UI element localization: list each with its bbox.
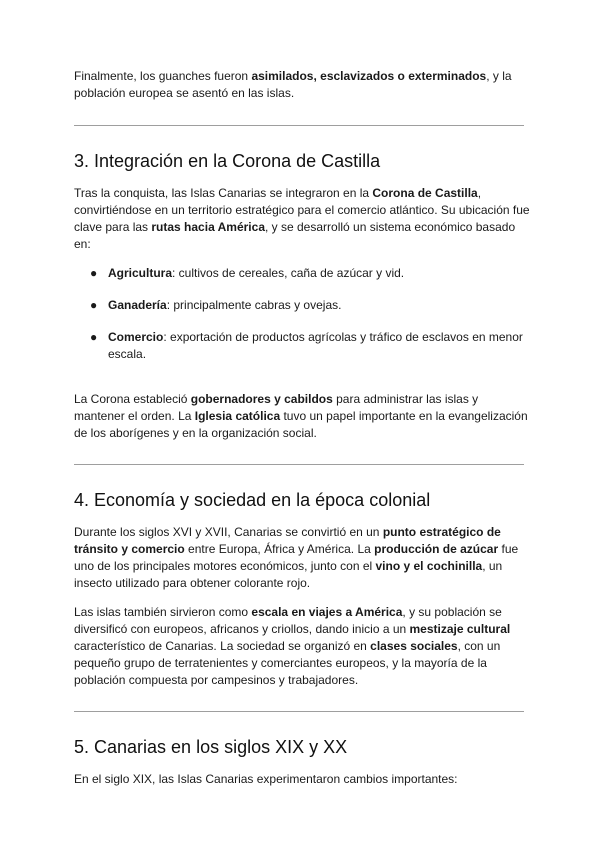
bullet-icon: ● (90, 266, 98, 280)
bullet-icon: ● (90, 330, 98, 344)
economy-list (74, 265, 530, 363)
intro-paragraph: Finalmente, los guanches fueron asimilados, esclavizados o exterminados, y la población europea se asentó en las islas. (74, 69, 512, 100)
section-4-paragraph-1: Durante los siglos XVI y XVII, Canarias se convirtió en un punto estratégico de tránsito y comercio entre Europa, África y América. La producción de azúcar fue uno de los principales motores económicos, junto con el vino y el cochinilla, un insecto utilizado para obtener colorante rojo. (74, 525, 519, 590)
section-3-heading: 3. Integración en la Corona de Castilla (74, 151, 381, 171)
section-divider (74, 711, 524, 712)
list-item-comercio: ● Comercio: exportación de productos agrícolas y tráfico de esclavos en menor escala. (90, 330, 523, 361)
document-content (74, 68, 530, 788)
list-item-ganaderia: ● Ganadería: principalmente cabras y ovejas. (90, 298, 342, 312)
section-4-paragraph-2: Las islas también sirvieron como escala en viajes a América, y su población se diversificó con europeos, africanos y criollos, dando inicio a un mestizaje cultural característico de Canarias. La sociedad se organizó en clases sociales, con un pequeño grupo de terratenientes y comerciantes europeos, y la mayoría de la población compuesta por campesinos y trabajadores. (74, 605, 511, 687)
section-3-paragraph-2: La Corona estableció gobernadores y cabildos para administrar las islas y mantener el orden. La Iglesia católica tuvo un papel importante en la evangelización de los aborígenes y en la organización social. (74, 392, 528, 440)
bullet-icon: ● (90, 298, 98, 312)
section-3-paragraph-1: Tras la conquista, las Islas Canarias se integraron en la Corona de Castilla, convirtiéndose en un territorio estratégico para el comercio atlántico. Su ubicación fue clave para las rutas hacia América, y se desarrolló un sistema económico basado en: (74, 186, 530, 251)
section-divider (74, 125, 524, 126)
section-5-paragraph-1: En el siglo XIX, las Islas Canarias experimentaron cambios importantes: (74, 772, 458, 786)
section-4-heading: 4. Economía y sociedad en la época colonial (74, 490, 431, 510)
list-item-agricultura: ● Agricultura: cultivos de cereales, caña de azúcar y vid. (90, 266, 405, 280)
section-divider (74, 464, 524, 465)
section-5-heading: 5. Canarias en los siglos XIX y XX (74, 737, 348, 757)
